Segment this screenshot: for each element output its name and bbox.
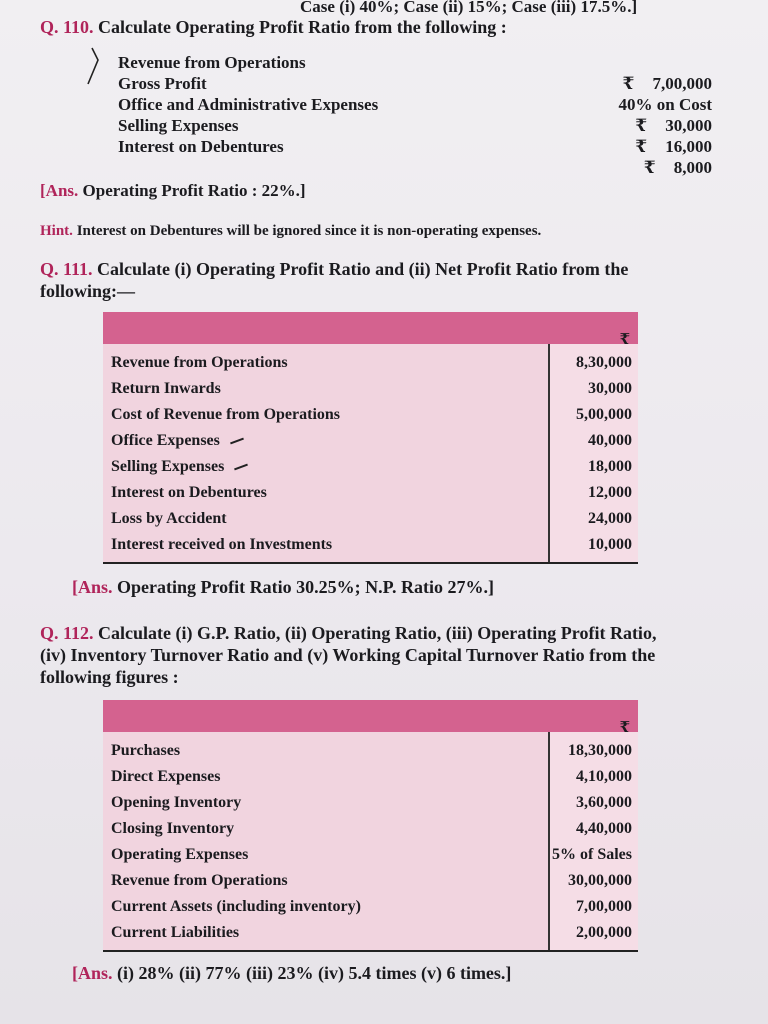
q110-answer: [Ans. Operating Profit Ratio : 22%.]: [40, 181, 306, 200]
table-labels: [103, 344, 548, 562]
table-row: Loss by Accident: [111, 510, 227, 527]
q110-hint: Hint. Interest on Debentures will be ignored since it is non-operating expenses.: [40, 223, 542, 239]
table-cell: 3,60,000: [576, 794, 632, 811]
previous-answer: Case (i) 40%; Case (ii) 15%; Case (iii) 17.5%.]: [300, 0, 638, 16]
table-row: Operating Expenses: [111, 846, 249, 863]
question-number: Q. 110.: [40, 17, 94, 37]
list-item: Revenue from Operations: [118, 53, 306, 72]
list-item: ₹ 8,000: [643, 158, 712, 177]
table-row: Return Inwards: [111, 380, 221, 397]
table-row: Current Liabilities: [111, 924, 240, 941]
list-item: Office and Administrative Expenses 40% on Cost: [118, 95, 712, 114]
list-item: Interest on Debentures ₹ 16,000: [118, 137, 712, 156]
q111-table: [103, 312, 638, 564]
table-cell: 5,00,000: [576, 406, 632, 423]
table-row: Current Assets (including inventory): [111, 898, 361, 915]
table-row: Office Expenses: [111, 428, 542, 454]
pen-mark: [234, 464, 248, 471]
table-row: Opening Inventory: [111, 794, 242, 811]
currency-header: ₹: [619, 720, 630, 736]
table-cell: 7,00,000: [576, 898, 632, 915]
table-cell: 4,40,000: [576, 820, 632, 837]
table-cell: 2,00,000: [576, 924, 632, 941]
table-row: Revenue from Operations: [111, 354, 288, 371]
table-header: [103, 700, 638, 736]
table-cell: 5% of Sales: [552, 846, 632, 863]
table-cell: 30,00,000: [568, 872, 632, 889]
table-row: Purchases: [111, 742, 181, 759]
table-cell: 10,000: [588, 536, 632, 553]
list-item: Selling Expenses ₹ 30,000: [118, 116, 712, 135]
question-text: Calculate (i) G.P. Ratio, (ii) Operating Ratio, (iii) Operating Profit Ratio,: [98, 623, 657, 643]
table-row: Interest received on Investments: [111, 536, 333, 553]
currency-header: ₹: [619, 332, 630, 348]
table-cell: 8,30,000: [576, 354, 632, 371]
pen-mark: [230, 438, 244, 445]
table-header: [103, 312, 638, 348]
table-values: [548, 344, 638, 562]
table-cell: 24,000: [588, 510, 632, 527]
table-row: Interest on Debentures: [111, 484, 267, 501]
table-cell: 40,000: [588, 432, 632, 449]
question-number: Q. 112.: [40, 623, 94, 643]
pen-check-mark: [86, 46, 106, 86]
question-112: Q. 112. Calculate (i) G.P. Ratio, (ii) Operating Ratio, (iii) Operating Profit Ratio, (iv) Inventory Turnover Ratio and (v) Working Capital Turnover Ratio from the following figures :: [40, 623, 657, 687]
table-cell: 30,000: [588, 380, 632, 397]
table-cell: 12,000: [588, 484, 632, 501]
table-cell: 18,30,000: [568, 742, 632, 759]
table-row: Closing Inventory: [111, 820, 235, 837]
table-cell: 4,10,000: [576, 768, 632, 785]
table-row: Revenue from Operations: [111, 872, 288, 889]
q112-table: [103, 700, 638, 952]
list-item: Gross Profit ₹ 7,00,000: [118, 74, 712, 93]
table-row: Cost of Revenue from Operations: [111, 406, 341, 423]
question-number: Q. 111.: [40, 259, 93, 279]
table-labels: [103, 732, 548, 950]
table-row: Direct Expenses: [111, 768, 221, 785]
q112-answer: [Ans. (i) 28% (ii) 77% (iii) 23% (iv) 5.4 times (v) 6 times.]: [72, 963, 512, 983]
table-values: [548, 732, 638, 950]
question-110: [40, 16, 720, 38]
q110-figures: [118, 52, 712, 178]
question-text: Calculate (i) Operating Profit Ratio and (ii) Net Profit Ratio from the: [97, 259, 629, 279]
q111-answer: [Ans. Operating Profit Ratio 30.25%; N.P. Ratio 27%.]: [72, 577, 494, 597]
question-text: Calculate Operating Profit Ratio from the following :: [98, 17, 507, 37]
table-row: Selling Expenses: [111, 454, 542, 480]
question-111: Q. 111. Calculate (i) Operating Profit Ratio and (ii) Net Profit Ratio from the following:—: [40, 259, 629, 301]
table-cell: 18,000: [588, 458, 632, 475]
